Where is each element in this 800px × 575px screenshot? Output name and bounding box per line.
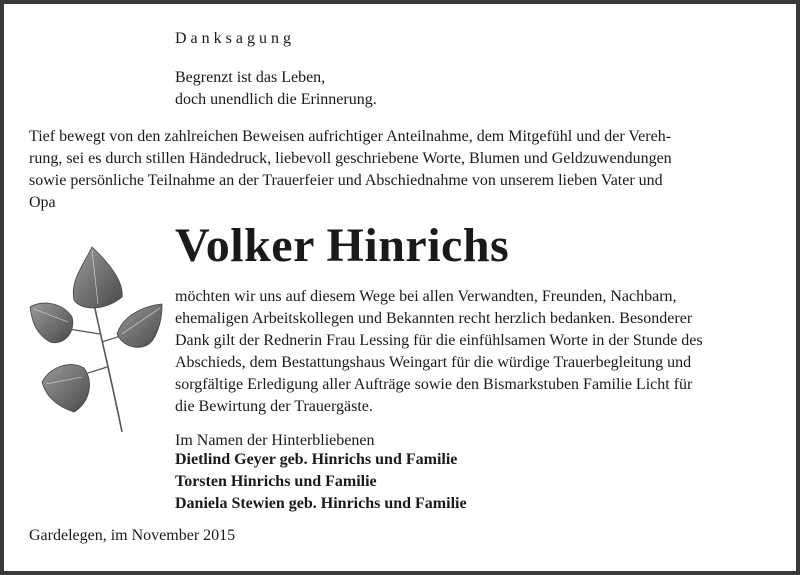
body-line: ehemaligen Arbeitskollegen und Bekannten recht herzlich bedanken. Besonderer [175,310,693,327]
deceased-name: Volker Hinrichs [175,219,510,272]
body-line: Dank gilt der Rednerin Frau Lessing für die einfühlsamen Worte in der Stunde des [175,332,703,349]
thanks-paragraph [175,286,779,418]
quote-line: doch unendlich die Erinnerung. [175,91,377,108]
mourner-name: Daniela Stewien geb. Hinrichs und Familie [175,495,467,512]
intro-paragraph [29,126,779,214]
memorial-quote [175,67,377,111]
intro-line: rung, sei es durch stillen Händedruck, liebevoll geschriebene Worte, Blumen und Geldzuwendungen [29,150,672,167]
body-line: sorgfältige Erledigung aller Aufträge sowie den Bismarkstuben Familie Licht für [175,376,693,393]
signature-names [175,449,467,515]
quote-line: Begrenzt ist das Leben, [175,69,326,86]
intro-line: Opa [29,194,56,211]
body-line: die Bewirtung der Trauergäste. [175,398,373,415]
mourner-name: Torsten Hinrichs und Familie [175,473,377,490]
mourner-name: Dietlind Geyer geb. Hinrichs und Familie [175,451,458,468]
place-date: Gardelegen, im November 2015 [29,527,236,544]
birch-leaves-icon [22,242,172,442]
body-line: Abschieds, dem Bestattungshaus Weingart für die würdige Trauerbegleitung und [175,354,692,371]
intro-line: sowie persönliche Teilnahme an der Trauerfeier und Abschiednahme von unserem lieben Vater und [29,172,663,189]
body-line: möchten wir uns auf diesem Wege bei allen Verwandten, Freunden, Nachbarn, [175,288,677,305]
signature-intro: Im Namen der Hinterbliebenen [175,432,375,449]
heading-danksagung: Danksagung [175,30,295,47]
intro-line: Tief bewegt von den zahlreichen Beweisen aufrichtiger Anteilnahme, dem Mitgefühl und der Vereh- [29,128,672,145]
